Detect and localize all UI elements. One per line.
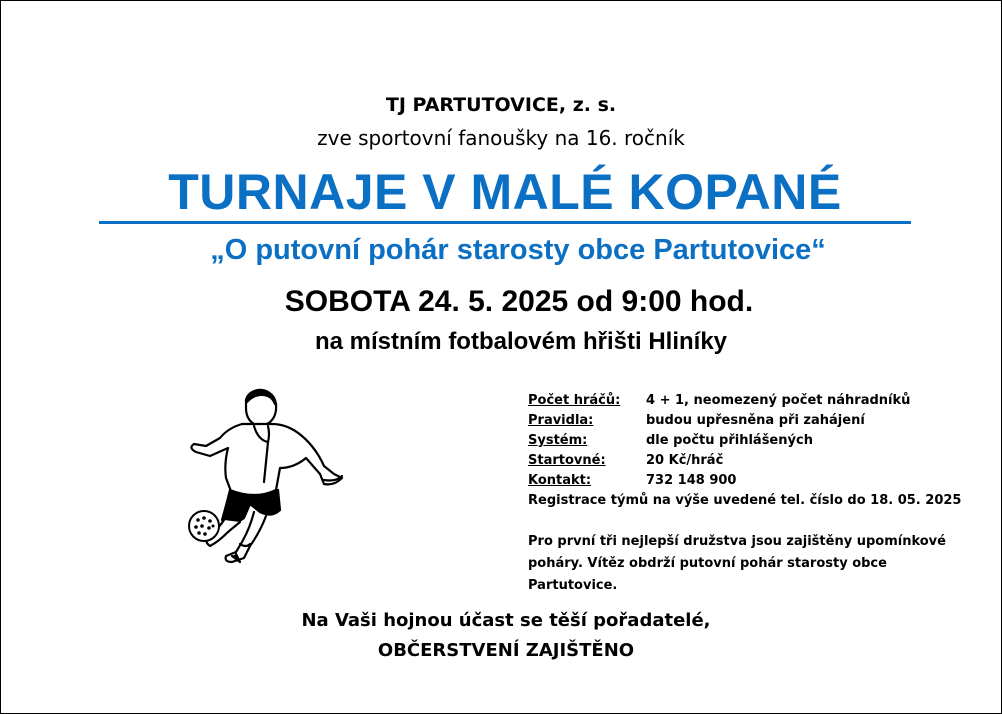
info-label: Kontakt: [528, 473, 592, 488]
event-venue: na místním fotbalovém hřišti Hliníky [314, 328, 728, 355]
prizes-line: poháry. Vítěz obdrží putovní pohár starosty obce Partutovice. [528, 556, 887, 593]
closing-text [1, 606, 1002, 666]
info-label: Počet hráčů: [528, 393, 621, 408]
info-row-players [528, 391, 978, 411]
info-value: 732 148 900 [646, 473, 737, 488]
invitation-line: zve sportovní fanoušky na 16. ročník [317, 126, 685, 150]
info-row-contact [528, 471, 978, 491]
info-value: dle počtu přihlášených [646, 433, 813, 448]
info-value: 20 Kč/hráč [646, 453, 724, 468]
registration-note: Registrace týmů na výše uvedené tel. číslo do 18. 05. 2025 [528, 493, 962, 508]
poster-subtitle: „O putovní pohár starosty obce Partutovice“ [210, 234, 826, 266]
event-date: SOBOTA 24. 5. 2025 od 9:00 hod. [284, 285, 754, 318]
refreshments-note: OBČERSTVENÍ ZAJIŠTĚNO [377, 640, 635, 661]
poster-title: TURNAJE V MALÉ KOPANÉ [99, 163, 911, 224]
info-row-rules [528, 411, 978, 431]
organizer-name: TJ PARTUTOVICE, z. s. [385, 94, 617, 116]
info-label: Systém: [528, 433, 588, 448]
info-value: budou upřesněna při zahájení [646, 413, 865, 428]
info-row-fee [528, 451, 978, 471]
ball-icon [189, 511, 219, 541]
info-label: Pravidla: [528, 413, 594, 428]
info-label: Startovné: [528, 453, 606, 468]
prizes-note [528, 531, 978, 597]
info-value: 4 + 1, neomezený počet náhradníků [646, 393, 911, 408]
tournament-info [528, 391, 978, 597]
info-row-system [528, 431, 978, 451]
football-player-icon [184, 386, 349, 568]
closing-greeting: Na Vaši hojnou účast se těší pořadatelé, [301, 610, 711, 631]
prizes-line: Pro první tři nejlepší družstva jsou zajištěny upomínkové [528, 534, 946, 549]
